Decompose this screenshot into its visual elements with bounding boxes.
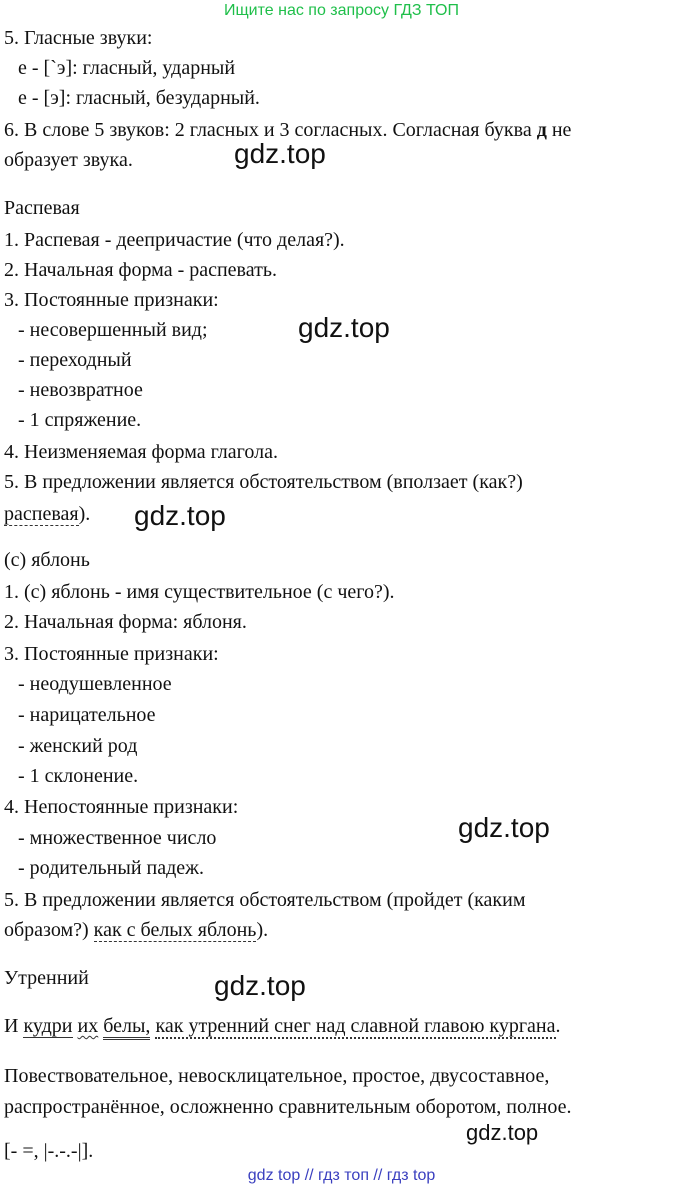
yablon-item-3: 3. Постоянные признаки:: [4, 643, 219, 665]
sentence-scheme: [- =, |-.-.-|].: [4, 1140, 94, 1162]
watermark: gdz.top: [466, 1120, 539, 1145]
question-text: образом?): [4, 919, 89, 941]
closing-paren: ).: [256, 919, 269, 941]
yablon-variable-1: - множественное число: [18, 827, 217, 849]
characteristics-line-2: распространённое, осложненно сравнительным оборотом, полное.: [4, 1096, 572, 1118]
watermark: gdz.top: [298, 312, 390, 343]
raspevaya-feature-1: - несовершенный вид;: [18, 319, 208, 341]
closing-paren: ).: [78, 503, 91, 525]
yablon-feature-4: - 1 склонение.: [18, 765, 139, 787]
raspevaya-item-2: 2. Начальная форма - распевать.: [4, 259, 277, 281]
raspevaya-feature-2: - переходный: [18, 349, 132, 371]
yablon-feature-3: - женский род: [18, 735, 138, 757]
sentence-end: .: [555, 1015, 561, 1037]
promo-header: Ищите нас по запросу ГДЗ ТОП: [224, 2, 459, 19]
raspevaya-feature-4: - 1 спряжение.: [18, 409, 142, 431]
unstressed-vowel-line: е - [э]: гласный, безударный.: [18, 87, 260, 109]
comparative-phrase: как утренний снег над славной главою кургана: [155, 1015, 556, 1037]
section-title-raspevaya: Распевая: [4, 197, 80, 219]
watermark: gdz.top: [458, 812, 550, 843]
section-title-yablon: (с) яблонь: [4, 549, 90, 571]
sentence-start: И: [4, 1015, 19, 1037]
characteristics-line-1: Повествовательное, невосклицательное, простое, двусоставное,: [4, 1065, 550, 1087]
sounds-count-tail: не: [551, 119, 572, 141]
yablon-item-4: 4. Непостоянные признаки:: [4, 796, 239, 818]
yablon-item-5-cont: [4, 918, 268, 942]
raspevaya-feature-3: - невозвратное: [18, 379, 143, 401]
yablon-feature-2: - нарицательное: [18, 704, 156, 726]
letter-d: д: [536, 119, 547, 141]
watermark: gdz.top: [134, 500, 226, 531]
raspevaya-item-1: 1. Распевая - деепричастие (что делая?).: [4, 229, 345, 251]
yablon-item-2: 2. Начальная форма: яблоня.: [4, 611, 247, 633]
raspevaya-item-3: 3. Постоянные признаки:: [4, 289, 219, 311]
subject-word: кудри: [23, 1015, 73, 1037]
footer-links: gdz top // гдз топ // гдз top: [247, 1167, 436, 1184]
raspevaya-word: распевая: [4, 503, 79, 525]
yablon-item-1: 1. (с) яблонь - имя существительное (с чего?).: [4, 581, 395, 603]
stressed-vowel-line: е - [`э]: гласный, ударный: [18, 57, 236, 79]
yablon-variable-2: - родительный падеж.: [18, 857, 204, 879]
watermark: gdz.top: [234, 138, 326, 169]
watermark: gdz.top: [214, 970, 306, 1001]
yablon-feature-1: - неодушевленное: [18, 673, 172, 695]
section-title-utrenniy: Утренний: [4, 967, 89, 989]
parsed-sentence: [4, 1014, 561, 1038]
attribute-word: их: [77, 1015, 99, 1037]
raspevaya-item-5: 5. В предложении является обстоятельством (вползает (как?): [4, 471, 523, 493]
comparison-phrase: как с белых яблонь: [93, 919, 257, 941]
predicate-word: белы,: [103, 1015, 150, 1040]
sounds-count-text: 6. В слове 5 звуков: 2 гласных и 3 согласных. Согласная буква: [4, 119, 532, 141]
yablon-item-5: 5. В предложении является обстоятельством (пройдет (каким: [4, 889, 526, 911]
sounds-count-line-2: образует звука.: [4, 149, 133, 171]
raspevaya-item-4: 4. Неизменяемая форма глагола.: [4, 441, 278, 463]
raspevaya-item-5-cont: [4, 502, 90, 526]
item-5-title: 5. Гласные звуки:: [4, 27, 153, 49]
